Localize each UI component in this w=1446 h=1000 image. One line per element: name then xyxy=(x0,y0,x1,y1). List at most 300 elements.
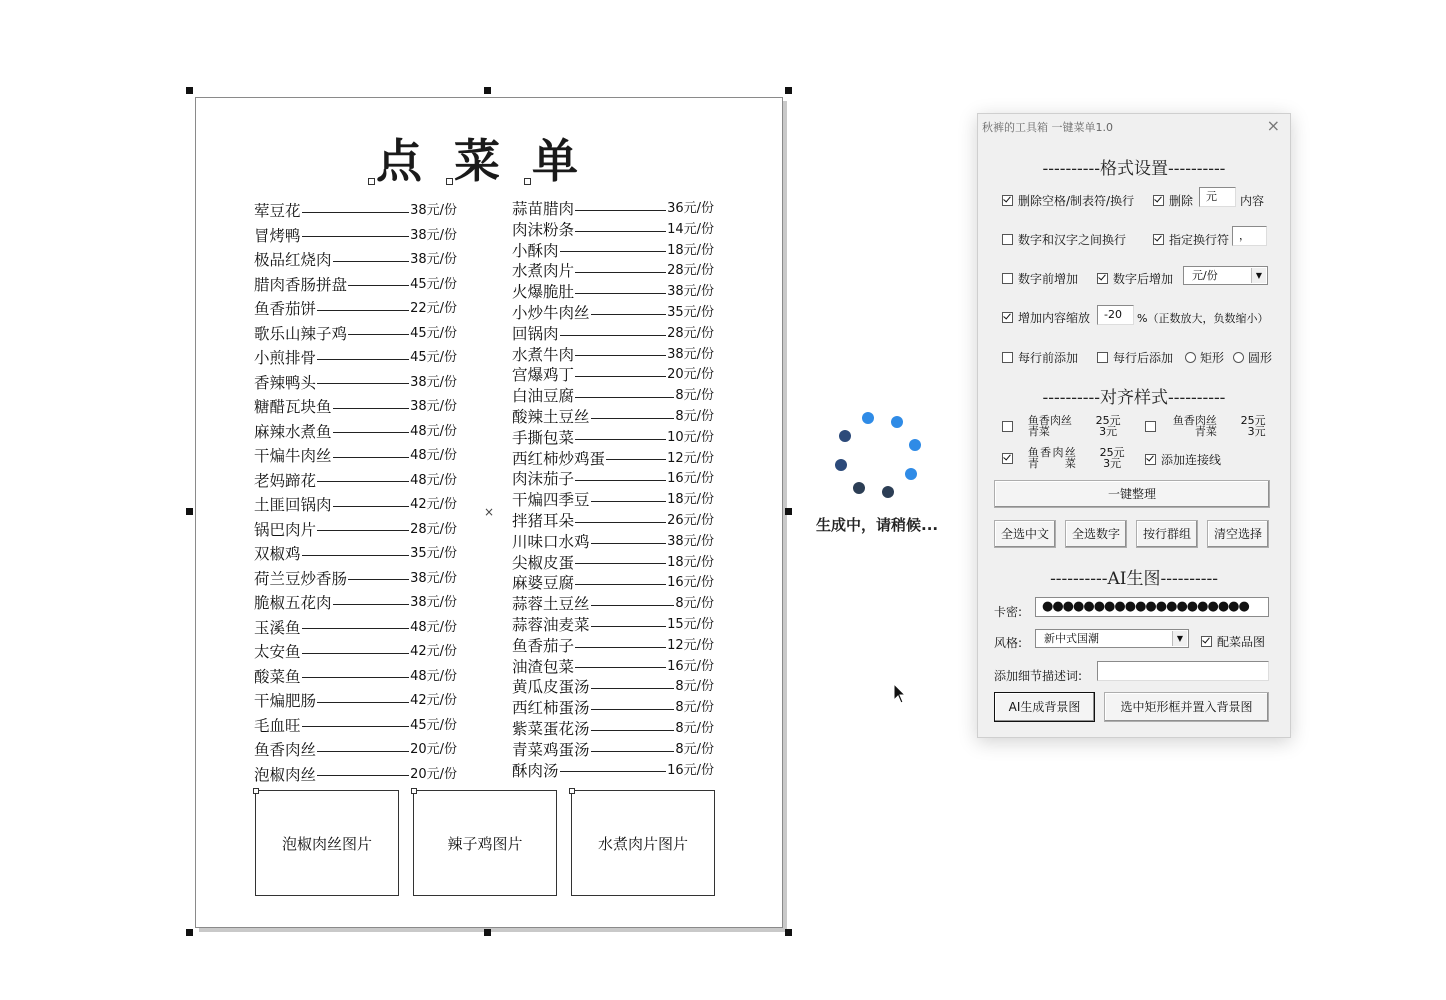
title-char: 菜 xyxy=(454,134,508,188)
dish-price: 8元/份 xyxy=(675,596,714,612)
dish-name: 糖醋瓦块鱼 xyxy=(254,398,332,417)
num-prefix-checkbox[interactable] xyxy=(1002,270,1078,287)
leader-line xyxy=(333,506,410,507)
menu-item[interactable] xyxy=(254,469,457,494)
spinner-dot xyxy=(882,486,894,498)
num-prefix-label: 数字前增加 xyxy=(1018,272,1079,286)
leader-line xyxy=(302,555,410,556)
leader-line xyxy=(302,677,410,678)
leader-line xyxy=(575,376,666,377)
menu-item[interactable] xyxy=(512,740,714,761)
detail-input[interactable] xyxy=(1097,661,1269,681)
menu-title[interactable] xyxy=(0,125,970,191)
num-cn-break-checkbox[interactable] xyxy=(1002,231,1126,248)
menu-item[interactable] xyxy=(512,469,714,490)
spinner-dot xyxy=(891,416,903,428)
circle-radio[interactable] xyxy=(1233,349,1272,366)
selection-handle[interactable] xyxy=(484,929,491,936)
dish-price: 38元/份 xyxy=(667,346,714,362)
dish-price: 15元/份 xyxy=(667,616,714,632)
menu-item[interactable] xyxy=(512,511,714,532)
leader-line xyxy=(591,418,675,419)
delete-checkbox[interactable] xyxy=(1153,192,1193,209)
dish-name: 小炒牛肉丝 xyxy=(512,303,590,322)
dish-name: 紫菜蛋花汤 xyxy=(512,719,590,738)
dish-price: 28元/份 xyxy=(410,521,457,537)
leader-line xyxy=(333,432,410,433)
dish-price: 16元/份 xyxy=(667,658,714,674)
leader-line xyxy=(333,261,410,262)
menu-item[interactable] xyxy=(512,615,714,636)
photo-placeholder[interactable] xyxy=(255,790,399,896)
section-ai-header: ----------AI生图---------- xyxy=(1050,569,1218,589)
menu-item[interactable] xyxy=(254,273,457,298)
leader-line xyxy=(591,543,667,544)
leader-line xyxy=(333,408,410,409)
dish-price: 18元/份 xyxy=(667,554,714,570)
connector-label: 添加连接线 xyxy=(1161,453,1222,467)
dish-price: 35元/份 xyxy=(410,546,457,562)
sample-name-top: 鱼香肉丝 xyxy=(1027,446,1076,459)
menu-item[interactable] xyxy=(254,738,457,763)
dish-name: 脆椒五花肉 xyxy=(254,594,332,613)
leader-line xyxy=(575,522,666,523)
menu-item[interactable] xyxy=(254,542,457,567)
selection-handle[interactable] xyxy=(186,508,193,515)
title-char: 点 xyxy=(375,134,430,188)
dish-price: 42元/份 xyxy=(410,497,457,513)
menu-item[interactable] xyxy=(512,386,714,407)
dish-name: 宫爆鸡丁 xyxy=(512,366,575,385)
leader-line xyxy=(333,457,410,458)
leader-line xyxy=(575,667,666,668)
leader-line xyxy=(606,459,666,460)
leader-line xyxy=(317,310,409,311)
remove-space-checkbox[interactable] xyxy=(1002,192,1134,209)
scale-label: 增加内容缩放 xyxy=(1018,311,1091,325)
menu-left-column xyxy=(254,199,457,787)
menu-item[interactable] xyxy=(512,553,714,574)
clear-selection-button[interactable]: 清空选择 xyxy=(1207,520,1269,548)
dish-name: 酸辣土豆丝 xyxy=(512,407,590,426)
leader-line xyxy=(575,584,666,585)
dish-price: 12元/份 xyxy=(667,450,714,466)
menu-item[interactable] xyxy=(512,532,714,553)
dish-price: 16元/份 xyxy=(667,762,714,778)
leader-line xyxy=(575,397,674,398)
leader-line xyxy=(575,272,666,273)
break-char-label: 指定换行符 xyxy=(1169,233,1230,247)
rotation-center-mark[interactable]: × xyxy=(484,505,495,519)
leader-line xyxy=(317,775,409,776)
dish-price: 22元/份 xyxy=(410,301,457,317)
section-align-header: ----------对齐样式---------- xyxy=(1042,388,1226,408)
dish-image-checkbox[interactable] xyxy=(1201,633,1265,650)
leader-line xyxy=(302,726,410,727)
dish-price: 8元/份 xyxy=(675,700,714,716)
dish-name: 油渣包菜 xyxy=(512,657,575,676)
style-value: 新中式国潮 xyxy=(1044,632,1099,645)
leader-line xyxy=(348,285,409,286)
dish-name: 西红柿炒鸡蛋 xyxy=(512,449,606,468)
dish-price: 38元/份 xyxy=(410,570,457,586)
dish-price: 26元/份 xyxy=(667,512,714,528)
num-suffix-select[interactable] xyxy=(1183,266,1268,285)
leader-line xyxy=(575,231,666,232)
menu-item[interactable] xyxy=(512,573,714,594)
dish-price: 48元/份 xyxy=(410,423,457,439)
leader-line xyxy=(317,359,409,360)
dish-price: 45元/份 xyxy=(410,276,457,292)
dish-name: 西红柿蛋汤 xyxy=(512,699,590,718)
sample-price-top: 25元 xyxy=(1240,414,1266,427)
mouse-cursor-icon xyxy=(893,683,907,705)
dish-price: 38元/份 xyxy=(667,533,714,549)
dish-name: 鱼香茄饼 xyxy=(254,300,317,319)
dish-name: 回锅肉 xyxy=(512,324,559,343)
dish-name: 尖椒皮蛋 xyxy=(512,553,575,572)
dish-price: 35元/份 xyxy=(667,304,714,320)
menu-item[interactable] xyxy=(254,224,457,249)
title-bar[interactable] xyxy=(978,114,1290,138)
menu-item[interactable] xyxy=(512,594,714,615)
menu-item[interactable] xyxy=(512,365,714,386)
dish-price: 38元/份 xyxy=(410,399,457,415)
menu-item[interactable] xyxy=(254,297,457,322)
leader-line xyxy=(591,605,675,606)
delete-label: 删除 xyxy=(1169,194,1194,208)
dish-price: 16元/份 xyxy=(667,471,714,487)
dish-name: 冒烤鸭 xyxy=(254,226,301,245)
circle-radio-label: 圆形 xyxy=(1248,351,1273,365)
photo-label: 泡椒肉丝图片 xyxy=(281,834,372,853)
dish-name: 肉沫茄子 xyxy=(512,470,575,489)
chevron-down-icon[interactable]: ▼ xyxy=(1172,631,1187,646)
leader-line xyxy=(560,335,667,336)
loading-text: 生成中，请稍候... xyxy=(816,516,939,534)
menu-item[interactable] xyxy=(254,763,457,788)
menu-item[interactable] xyxy=(512,199,714,220)
leader-line xyxy=(348,334,409,335)
sample-name-bottom: 青菜 xyxy=(1027,457,1076,470)
align-style-2[interactable] xyxy=(1145,415,1266,437)
leader-line xyxy=(591,626,667,627)
menu-item[interactable] xyxy=(254,616,457,641)
menu-item[interactable] xyxy=(254,567,457,592)
num-suffix-value: 元/份 xyxy=(1192,269,1218,282)
dish-name: 火爆脆肚 xyxy=(512,283,575,302)
dish-price: 8元/份 xyxy=(675,720,714,736)
leader-line xyxy=(575,563,666,564)
dish-name: 鱼香茄子 xyxy=(512,636,575,655)
dish-name: 黄瓜皮蛋汤 xyxy=(512,678,590,697)
dish-name: 鱼香肉丝 xyxy=(254,741,317,760)
menu-item[interactable] xyxy=(254,346,457,371)
rect-radio[interactable] xyxy=(1185,349,1224,366)
dish-name: 腊肉香肠拼盘 xyxy=(254,275,348,294)
dish-price: 48元/份 xyxy=(410,619,457,635)
dish-price: 18元/份 xyxy=(667,492,714,508)
style-select[interactable] xyxy=(1035,629,1189,648)
style-label: 风格: xyxy=(994,636,1023,650)
sample-name-top: 鱼香肉丝 xyxy=(1027,414,1072,427)
menu-item[interactable] xyxy=(512,677,714,698)
dish-name: 拌猪耳朵 xyxy=(512,511,575,530)
dish-price: 18元/份 xyxy=(667,242,714,258)
dish-name: 双椒鸡 xyxy=(254,545,301,564)
dish-price: 8元/份 xyxy=(675,388,714,404)
dish-price: 8元/份 xyxy=(675,741,714,757)
dish-name: 蒜苗腊肉 xyxy=(512,200,575,218)
dish-price: 8元/份 xyxy=(675,679,714,695)
dish-name: 香辣鸭头 xyxy=(254,373,317,392)
chevron-down-icon[interactable]: ▼ xyxy=(1251,268,1266,283)
window-title: 秋裤的工具箱 一键菜单1.0 xyxy=(982,121,1113,134)
photo-placeholder[interactable] xyxy=(571,790,715,896)
scale-checkbox[interactable] xyxy=(1002,309,1090,326)
dish-price: 48元/份 xyxy=(410,668,457,684)
scale-hint: %（正数放大，负数缩小） xyxy=(1137,312,1269,325)
menu-item[interactable] xyxy=(512,324,714,345)
arrange-button[interactable]: 一键整理 xyxy=(994,480,1270,508)
leader-line xyxy=(591,751,675,752)
dish-name: 水煮牛肉 xyxy=(512,345,575,364)
connector-checkbox[interactable] xyxy=(1145,451,1221,468)
dish-name: 歌乐山辣子鸡 xyxy=(254,324,348,343)
menu-item[interactable] xyxy=(254,665,457,690)
dish-price: 38元/份 xyxy=(667,284,714,300)
place-bg-button[interactable]: 选中矩形框并置入背景图 xyxy=(1104,692,1269,722)
dish-name: 泡椒肉丝 xyxy=(254,765,317,784)
menu-item[interactable] xyxy=(512,220,714,241)
menu-item[interactable] xyxy=(254,444,457,469)
select-numbers-button[interactable]: 全选数字 xyxy=(1065,520,1127,548)
dish-price: 45元/份 xyxy=(410,325,457,341)
leader-line xyxy=(317,530,409,531)
leader-line xyxy=(317,383,409,384)
dish-price: 38元/份 xyxy=(410,374,457,390)
dish-price: 8元/份 xyxy=(675,408,714,424)
leader-line xyxy=(333,604,410,605)
menu-item[interactable] xyxy=(254,518,457,543)
dish-name: 极品红烧肉 xyxy=(254,251,332,270)
dish-price: 20元/份 xyxy=(667,367,714,383)
menu-item[interactable] xyxy=(512,261,714,282)
spinner-dot xyxy=(862,412,874,424)
selection-handle[interactable] xyxy=(186,929,193,936)
dish-price: 48元/份 xyxy=(410,448,457,464)
sample-price-bottom: 3元 xyxy=(1247,425,1266,438)
spinner-dot xyxy=(909,439,921,451)
menu-item[interactable] xyxy=(254,640,457,665)
menu-right-column xyxy=(512,199,714,781)
menu-item[interactable] xyxy=(254,591,457,616)
dish-price: 28元/份 xyxy=(667,325,714,341)
leader-line xyxy=(591,314,667,315)
leader-line xyxy=(317,702,409,703)
scale-input[interactable]: -20 xyxy=(1097,305,1134,325)
leader-line xyxy=(591,501,667,502)
menu-item[interactable] xyxy=(254,493,457,518)
leader-line xyxy=(575,293,666,294)
select-chinese-button[interactable]: 全选中文 xyxy=(994,520,1056,548)
leader-line xyxy=(591,688,675,689)
key-label: 卡密: xyxy=(994,605,1023,619)
leader-line xyxy=(575,647,666,648)
leader-line xyxy=(575,439,666,440)
menu-item[interactable] xyxy=(254,714,457,739)
dish-name: 川味口水鸡 xyxy=(512,532,590,551)
dish-name: 玉溪鱼 xyxy=(254,618,301,637)
dish-price: 12元/份 xyxy=(667,637,714,653)
photo-label: 辣子鸡图片 xyxy=(447,834,523,853)
menu-item[interactable] xyxy=(512,698,714,719)
menu-item[interactable] xyxy=(254,689,457,714)
dish-name: 干煸牛肉丝 xyxy=(254,447,332,466)
dish-price: 38元/份 xyxy=(410,227,457,243)
photo-placeholder[interactable] xyxy=(413,790,557,896)
section-format-header: ----------格式设置---------- xyxy=(1042,159,1226,179)
selection-handle[interactable] xyxy=(484,87,491,94)
menu-item[interactable] xyxy=(512,719,714,740)
menu-item[interactable] xyxy=(512,657,714,678)
detail-label: 添加细节描述词: xyxy=(994,669,1083,683)
menu-item[interactable] xyxy=(254,322,457,347)
align-style-3[interactable] xyxy=(1002,447,1125,469)
leader-line xyxy=(302,653,410,654)
leader-line xyxy=(560,251,667,252)
line-suffix-label: 每行后添加 xyxy=(1113,351,1174,365)
spinner-dot xyxy=(905,468,917,480)
selection-handle[interactable] xyxy=(785,87,792,94)
num-suffix-checkbox[interactable] xyxy=(1097,270,1173,287)
dish-price: 45元/份 xyxy=(410,717,457,733)
dish-name: 土匪回锅肉 xyxy=(254,496,332,515)
sample-price-bottom: 3元 xyxy=(1103,457,1122,470)
dish-name: 干煸四季豆 xyxy=(512,491,590,510)
dish-price: 16元/份 xyxy=(667,575,714,591)
close-icon[interactable]: × xyxy=(1266,116,1280,135)
leader-line xyxy=(560,771,667,772)
dish-name: 麻辣水煮鱼 xyxy=(254,422,332,441)
dish-price: 42元/份 xyxy=(410,644,457,660)
leader-line xyxy=(302,236,410,237)
sample-price-top: 25元 xyxy=(1095,414,1121,427)
delete-suffix-label: 内容 xyxy=(1240,194,1265,208)
dish-price: 36元/份 xyxy=(667,201,714,216)
menu-item[interactable] xyxy=(512,761,714,782)
menu-item[interactable] xyxy=(254,371,457,396)
leader-line xyxy=(317,481,409,482)
sample-name-top: 鱼香肉丝 xyxy=(1172,414,1217,427)
sample-price-top: 25元 xyxy=(1099,446,1125,459)
menu-item[interactable] xyxy=(512,428,714,449)
spinner-dot xyxy=(853,482,865,494)
num-suffix-label: 数字后增加 xyxy=(1113,272,1174,286)
ai-generate-bg-button[interactable]: AI生成背景图 xyxy=(994,692,1095,722)
dish-price: 20元/份 xyxy=(410,742,457,758)
spinner-dot xyxy=(835,459,847,471)
line-prefix-label: 每行前添加 xyxy=(1018,351,1079,365)
dish-name: 麻婆豆腐 xyxy=(512,574,575,593)
menu-item[interactable] xyxy=(512,407,714,428)
selection-handle[interactable] xyxy=(785,929,792,936)
menu-item[interactable] xyxy=(512,490,714,511)
dish-price: 42元/份 xyxy=(410,693,457,709)
break-char-checkbox[interactable] xyxy=(1153,231,1229,248)
dish-price: 38元/份 xyxy=(410,252,457,268)
dish-price: 20元/份 xyxy=(410,766,457,782)
key-password-input[interactable]: ●●●●●●●●●●●●●●●●●●●● xyxy=(1035,597,1269,617)
dish-name: 老妈蹄花 xyxy=(254,471,317,490)
menu-item[interactable] xyxy=(254,395,457,420)
sample-price-bottom: 3元 xyxy=(1099,425,1118,438)
menu-item[interactable] xyxy=(512,303,714,324)
dish-name: 酥肉汤 xyxy=(512,761,559,780)
leader-line xyxy=(591,730,675,731)
menu-item[interactable] xyxy=(254,420,457,445)
menu-item[interactable] xyxy=(512,345,714,366)
sample-name-bottom: 青菜 xyxy=(1027,425,1050,438)
dish-price: 38元/份 xyxy=(410,203,457,219)
num-cn-break-label: 数字和汉字之间换行 xyxy=(1018,233,1127,247)
dish-name: 酸菜鱼 xyxy=(254,667,301,686)
dish-image-label: 配菜品图 xyxy=(1217,635,1266,649)
leader-line xyxy=(302,628,410,629)
menu-item[interactable] xyxy=(512,282,714,303)
remove-space-label: 删除空格/制表符/换行 xyxy=(1018,194,1135,208)
line-suffix-checkbox[interactable] xyxy=(1097,349,1173,366)
leader-line xyxy=(591,709,675,710)
dish-price: 38元/份 xyxy=(410,595,457,611)
photo-label: 水煮肉片图片 xyxy=(597,834,688,853)
dish-name: 蒜蓉油麦菜 xyxy=(512,615,590,634)
selection-handle[interactable] xyxy=(785,508,792,515)
delete-text-input[interactable]: 元 xyxy=(1199,187,1236,207)
selection-handle[interactable] xyxy=(186,87,193,94)
dish-name: 肉沫粉条 xyxy=(512,220,575,239)
leader-line xyxy=(302,212,410,213)
dish-price: 10元/份 xyxy=(667,429,714,445)
dish-name: 毛血旺 xyxy=(254,716,301,735)
break-char-input[interactable]: ， xyxy=(1232,226,1267,246)
menu-item[interactable] xyxy=(512,241,714,262)
dish-name: 锅巴肉片 xyxy=(254,520,317,539)
menu-item[interactable] xyxy=(512,449,714,470)
menu-item[interactable] xyxy=(254,199,457,224)
dish-name: 太安鱼 xyxy=(254,643,301,662)
leader-line xyxy=(317,751,409,752)
tool-window xyxy=(977,113,1291,738)
line-prefix-checkbox[interactable] xyxy=(1002,349,1078,366)
menu-item[interactable] xyxy=(254,248,457,273)
align-style-1[interactable] xyxy=(1002,415,1121,437)
sample-name-bottom: 青菜 xyxy=(1194,425,1217,438)
leader-line xyxy=(575,480,666,481)
dish-name: 荷兰豆炒香肠 xyxy=(254,569,348,588)
dish-name: 水煮肉片 xyxy=(512,262,575,281)
menu-item[interactable] xyxy=(512,636,714,657)
dish-name: 小煎排骨 xyxy=(254,349,317,368)
dish-price: 48元/份 xyxy=(410,472,457,488)
leader-line xyxy=(348,579,409,580)
dish-name: 小酥肉 xyxy=(512,241,559,260)
group-by-row-button[interactable]: 按行群组 xyxy=(1136,520,1198,548)
dish-name: 青菜鸡蛋汤 xyxy=(512,740,590,759)
rect-radio-label: 矩形 xyxy=(1200,351,1225,365)
leader-line xyxy=(575,210,666,211)
dish-name: 手撕包菜 xyxy=(512,428,575,447)
